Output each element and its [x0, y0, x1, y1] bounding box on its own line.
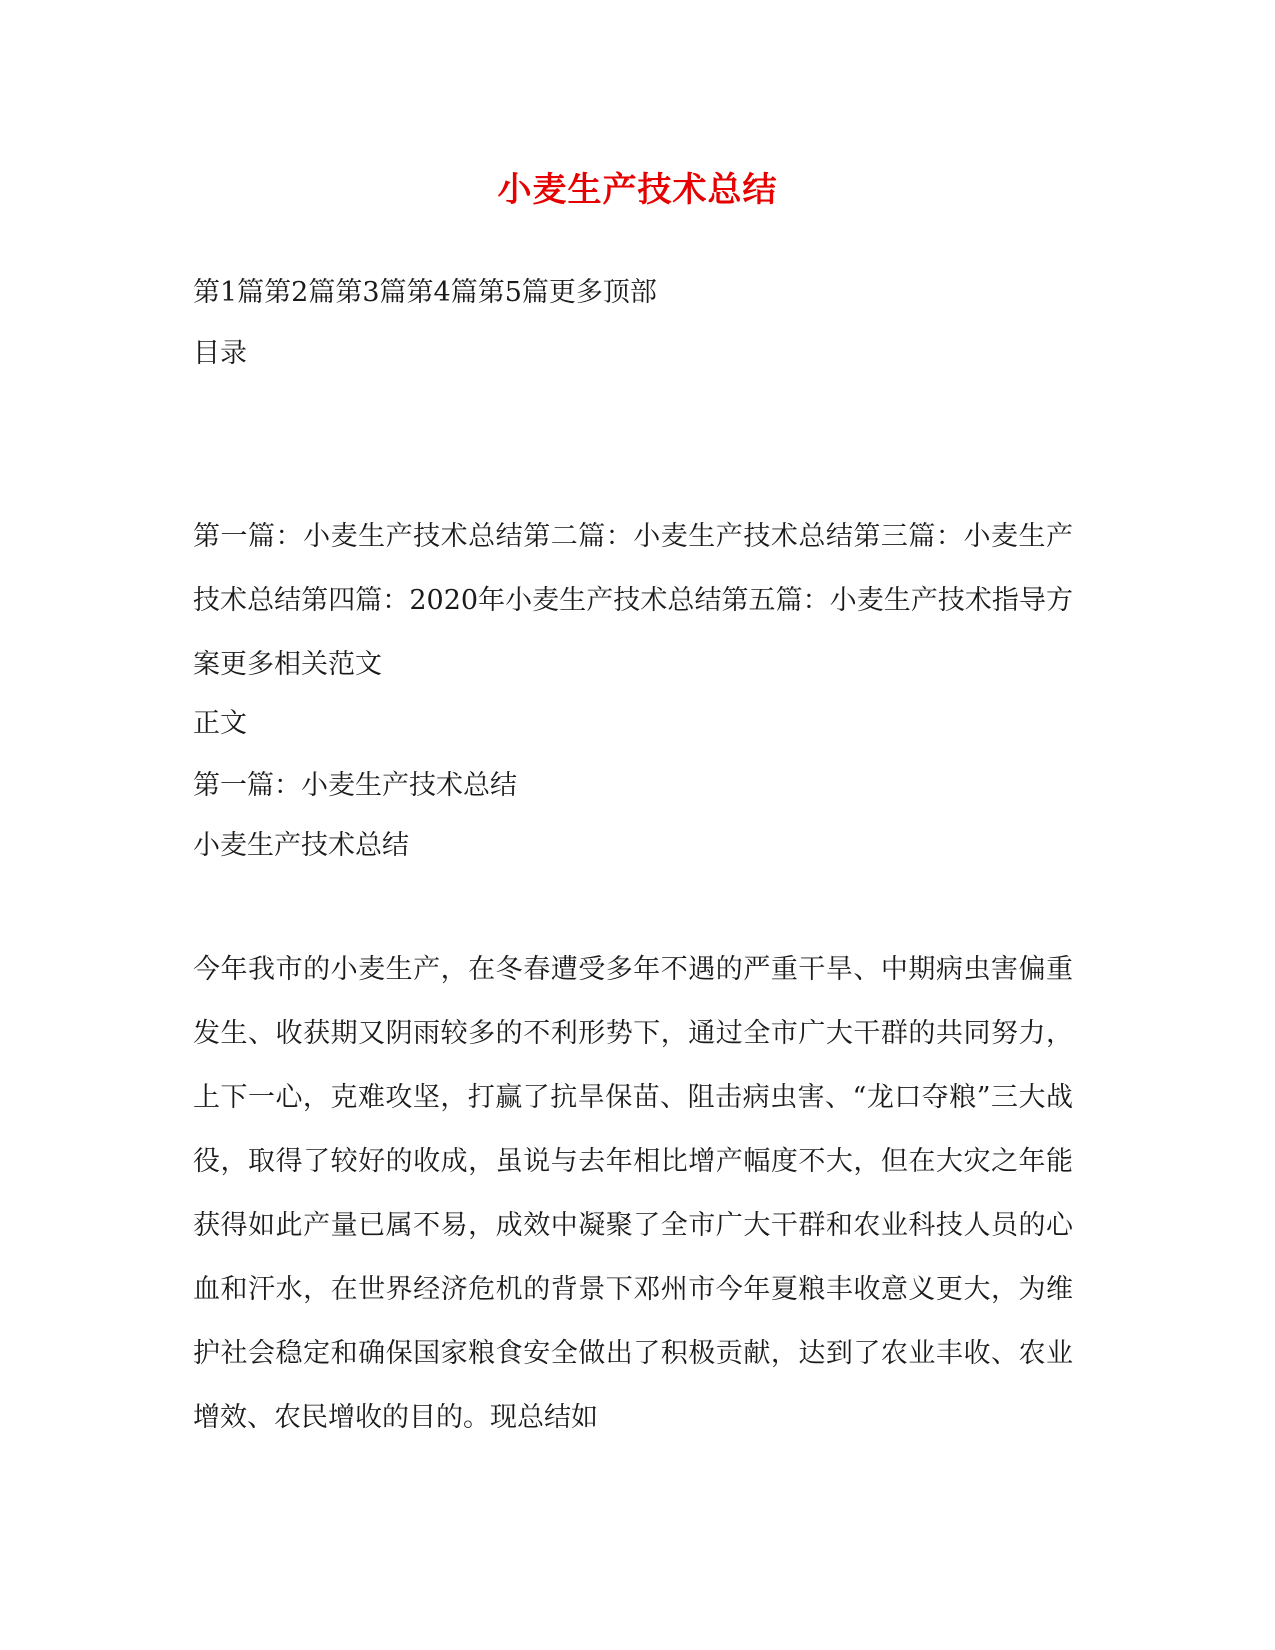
body-heading: 正文	[193, 708, 247, 739]
toc-heading: 目录	[193, 338, 247, 369]
nav-links: 第1篇第2篇第3篇第4篇第5篇更多顶部	[193, 277, 657, 308]
part-heading: 第一篇：小麦生产技术总结	[193, 770, 517, 801]
document-title: 小麦生产技术总结	[497, 170, 778, 210]
toc-text: 第一篇：小麦生产技术总结第二篇：小麦生产技术总结第三篇：小麦生产技术总结第四篇：2020年小麦生产技术总结第五篇：小麦生产技术指导方案更多相关范文	[193, 521, 1073, 680]
body-paragraph: 今年我市的小麦生产，在冬春遭受多年不遇的严重干旱、中期病虫害偏重发生、收获期又阴雨较多的不利形势下，通过全市广大干群的共同努力，上下一心，克难攻坚，打赢了抗旱保苗、阻击病虫害、“龙口夺粮”三大战役，取得了较好的收成，虽说与去年相比增产幅度不大，但在大灾之年能获得如此产量已属不易，成效中凝聚了全市广大干群和农业科技人员的心血和汗水，在世界经济危机的背景下邓州市今年夏粮丰收意义更大，为维护社会稳定和确保国家粮食安全做出了积极贡献，达到了农业丰收、农业增效、农民增收的目的。现总结如	[193, 954, 1073, 1433]
part-subtitle: 小麦生产技术总结	[193, 830, 409, 861]
